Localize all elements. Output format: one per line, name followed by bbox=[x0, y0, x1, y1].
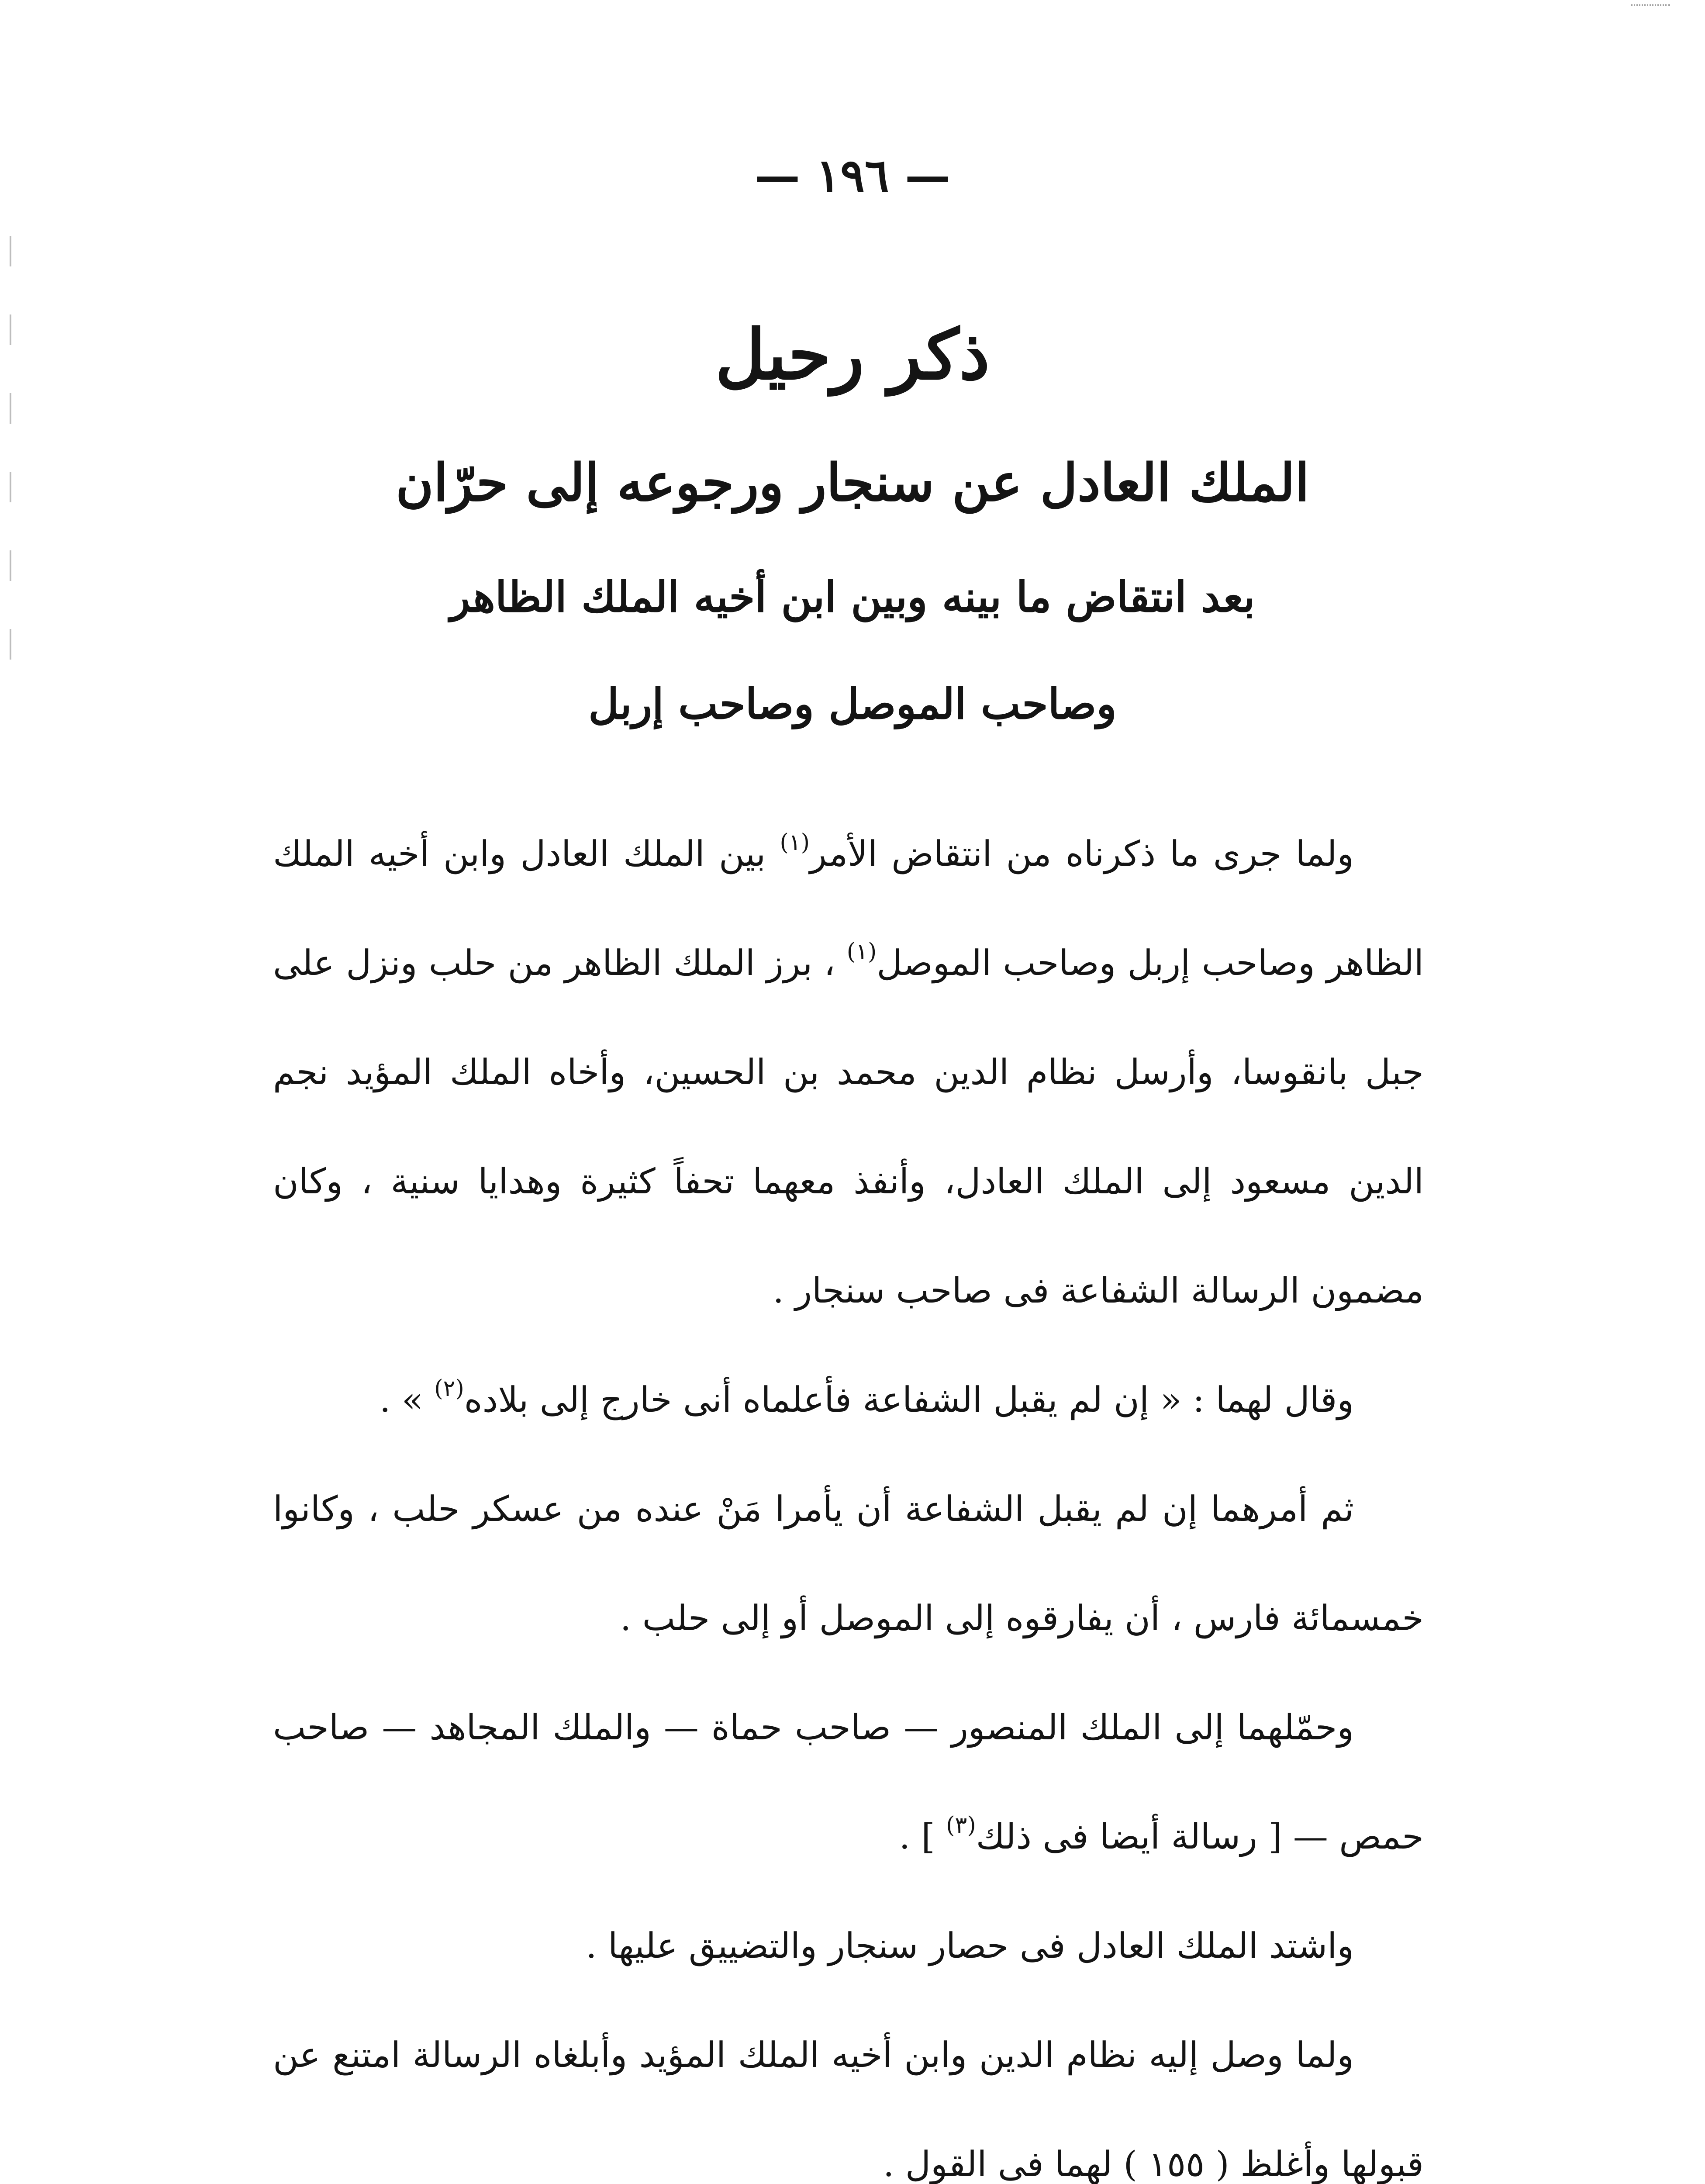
paragraph-1-text-b: بين الملك العادل وابن أخيه الملك الظاهر وصاحب إربل وصاحب الموصل bbox=[273, 833, 1424, 983]
footnote-ref-2: (٢) bbox=[434, 1375, 464, 1402]
main-text bbox=[273, 799, 1424, 2184]
paragraph-1-text-a: ولما جرى ما ذكرناه من انتقاض الأمر bbox=[810, 833, 1354, 874]
chapter-subtitle-line-1: بعد انتقاض ما بينه وبين ابن أخيه الملك الظاهر bbox=[450, 572, 1255, 622]
paragraph-3: ثم أمرهما إن لم يقبل الشفاعة أن يأمرا مَنْ عنده من عسكر حلب ، وكانوا خمسمائة فارس ، أن يفارقوه إلى الموصل أو إلى حلب . bbox=[273, 1489, 1424, 1638]
paragraph-2-text-b: » . bbox=[379, 1379, 435, 1420]
footnote-ref-3: (٣) bbox=[946, 1812, 976, 1838]
paragraph-2-text-a: وقال لهما : « إن لم يقبل الشفاعة فأعلماه أنى خارج إلى بلاده bbox=[464, 1379, 1354, 1420]
page-number: — ١٩٦ — bbox=[754, 149, 950, 202]
paragraph-6: ولما وصل إليه نظام الدين وابن أخيه الملك المؤيد وأبلغاه الرسالة امتنع عن قبولها وأغلظ ( ١٥٥ ) لهما فى القول . bbox=[273, 2035, 1424, 2184]
page-speck bbox=[1631, 4, 1670, 10]
paragraph-4-text-a: وحمّلهما إلى الملك المنصور — صاحب حماة — والملك المجاهد — صاحب حمص — [ رسالة أيضا فى ذلك bbox=[273, 1707, 1424, 1857]
paragraph-2 bbox=[273, 1345, 1424, 1455]
footnote-ref-1b: (١) bbox=[846, 939, 877, 965]
paragraph-4 bbox=[273, 1673, 1424, 1891]
paragraph-1 bbox=[273, 799, 1424, 1345]
footnote-ref-1: (١) bbox=[780, 829, 810, 856]
chapter-subtitle-line-2: وصاحب الموصل وصاحب إربل bbox=[588, 679, 1117, 729]
paragraph-4-text-b: ] . bbox=[899, 1816, 946, 1857]
paragraph-5: واشتد الملك العادل فى حصار سنجار والتضييق عليها . bbox=[586, 1925, 1354, 1966]
chapter-subtitle: الملك العادل عن سنجار ورجوعه إلى حرّان bbox=[396, 452, 1309, 513]
chapter-title: ذكر رحيل bbox=[715, 314, 990, 395]
paragraph-1-text-c: ، برز الملك الظاهر من حلب ونزل على جبل بانقوسا، وأرسل نظام الدين محمد بن الحسين، وأخاه الملك المؤيد نجم الدين مسعود إلى الملك العادل، وأنفذ معهما تحفاً كثيرة وهدايا سنية ، وكان مضمون الرسالة الشفاعة فى صاحب سنجار . bbox=[273, 943, 1424, 1311]
